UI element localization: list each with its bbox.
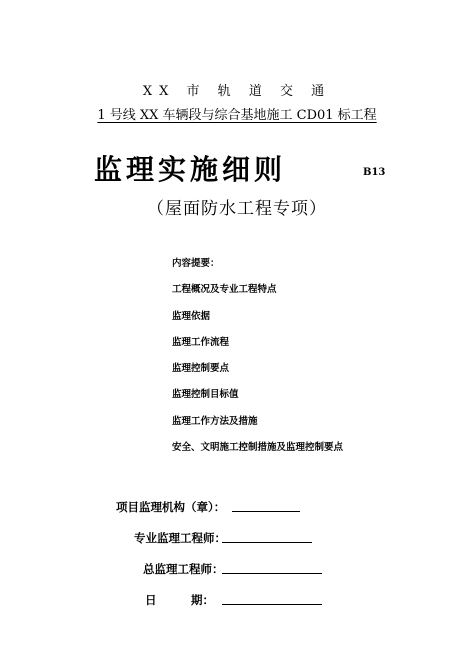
org-seal-label: 项目监理机构（章）： <box>116 500 226 514</box>
chief-engineer-signature-line[interactable] <box>222 573 322 574</box>
header-line-2 <box>0 104 474 123</box>
engineer-signature-line[interactable] <box>222 542 312 543</box>
document-code: B13 <box>363 167 386 178</box>
contents-item: 监理控制要点 <box>172 363 230 375</box>
contents-heading: 内容提要： <box>172 258 220 269</box>
header-line-1: XX 市 轨 道 交 通 <box>142 84 332 99</box>
date-label: 日 期： <box>145 593 214 607</box>
project-name: 1 号线 XX 车辆段与综合基地施工 CD01 标工程 <box>97 108 377 123</box>
contents-item: 监理控制目标值 <box>172 389 239 401</box>
contents-item: 工程概况及专业工程特点 <box>172 284 277 296</box>
contents-item: 监理工作方法及措施 <box>172 415 258 427</box>
document-title: 监理实施细则 <box>94 153 287 186</box>
document-subtitle: （屋面防水工程专项） <box>147 199 327 219</box>
engineer-label: 专业监理工程师： <box>134 531 226 545</box>
org-seal-line[interactable] <box>232 511 300 512</box>
contents-item: 监理依据 <box>172 310 211 322</box>
contents-item: 监理工作流程 <box>172 336 230 348</box>
chief-engineer-label: 总监理工程师： <box>143 562 224 576</box>
contents-item: 安全、文明施工控制措施及监理控制要点 <box>172 442 344 454</box>
date-line[interactable] <box>222 604 322 605</box>
contents-summary <box>172 257 343 467</box>
